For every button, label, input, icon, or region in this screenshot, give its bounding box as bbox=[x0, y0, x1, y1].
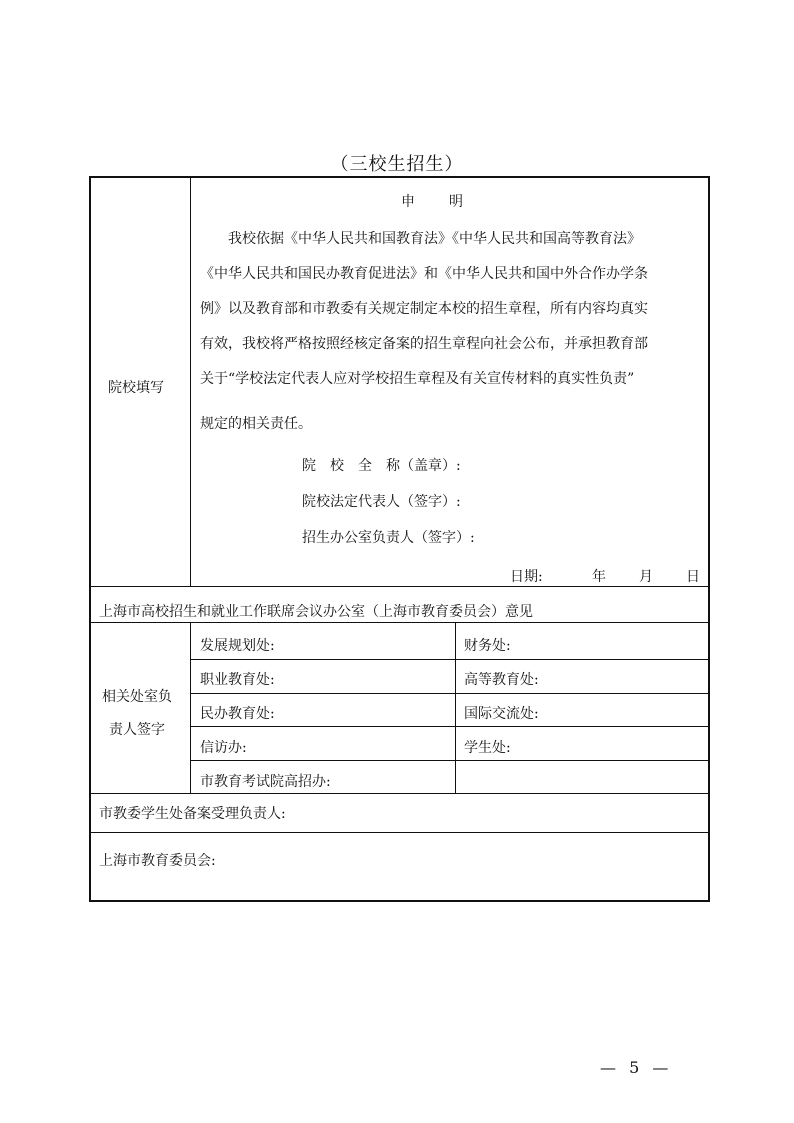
column-divider bbox=[190, 177, 191, 587]
international-signature: 国际交流处: bbox=[464, 706, 539, 722]
legal-representative-field: 院校法定代表人（签字）: bbox=[302, 494, 461, 510]
admissions-head-field: 招生办公室负责人（签字）: bbox=[302, 530, 475, 546]
declaration-line: 例》以及教育部和市教委有关规定制定本校的招生章程，所有内容均真实 bbox=[200, 301, 648, 317]
section-label-school: 院校填写 bbox=[108, 380, 164, 396]
declaration-line: 关于“学校法定代表人应对学校招生章程及有关宣传材料的真实性负责” bbox=[200, 371, 635, 387]
row-divider bbox=[90, 793, 709, 794]
petition-signature: 信访办: bbox=[200, 740, 247, 756]
declaration-line: 我校依据《中华人民共和国教育法》《中华人民共和国高等教育法》 bbox=[228, 231, 641, 247]
row-divider bbox=[190, 659, 709, 660]
declaration-line: 《中华人民共和国民办教育促进法》和《中华人民共和国中外合作办学条 bbox=[200, 266, 648, 282]
student-affairs-signature: 学生处: bbox=[464, 740, 511, 756]
page-number: — 5 — bbox=[600, 1058, 673, 1077]
date-day: 日 bbox=[686, 569, 700, 585]
joint-office-opinion-label: 上海市高校招生和就业工作联席会议办公室（上海市教育委员会）意见 bbox=[99, 604, 533, 620]
declaration-line: 规定的相关责任。 bbox=[200, 416, 312, 432]
row-divider bbox=[90, 586, 709, 587]
school-name-field: 院 校 全 称（盖章）: bbox=[302, 458, 461, 474]
dev-planning-signature: 发展规划处: bbox=[200, 638, 275, 654]
vocational-signature: 职业教育处: bbox=[200, 672, 275, 688]
exam-office-signature: 市教育考试院高招办: bbox=[200, 774, 331, 790]
row-divider bbox=[190, 693, 709, 694]
declaration-heading: 申 明 bbox=[401, 194, 465, 210]
private-ed-signature: 民办教育处: bbox=[200, 706, 275, 722]
higher-ed-signature: 高等教育处: bbox=[464, 672, 539, 688]
page-title: （三校生招生） bbox=[330, 154, 464, 175]
date-year: 年 bbox=[592, 569, 606, 585]
row-divider bbox=[90, 622, 709, 623]
date-month: 月 bbox=[639, 569, 653, 585]
row-divider bbox=[190, 760, 709, 761]
date-label: 日期: bbox=[510, 569, 543, 585]
education-commission-label: 上海市教育委员会: bbox=[99, 853, 216, 869]
column-divider bbox=[190, 622, 191, 793]
section-label-signatures: 责人签字 bbox=[109, 722, 165, 738]
section-label-signatures: 相关处室负 bbox=[102, 689, 172, 705]
row-divider bbox=[90, 832, 709, 833]
finance-signature: 财务处: bbox=[464, 638, 511, 654]
filing-officer-label: 市教委学生处备案受理负责人: bbox=[99, 806, 286, 822]
column-divider bbox=[455, 622, 456, 793]
row-divider bbox=[190, 726, 709, 727]
declaration-line: 有效，我校将严格按照经核定备案的招生章程向社会公布，并承担教育部 bbox=[200, 336, 648, 352]
